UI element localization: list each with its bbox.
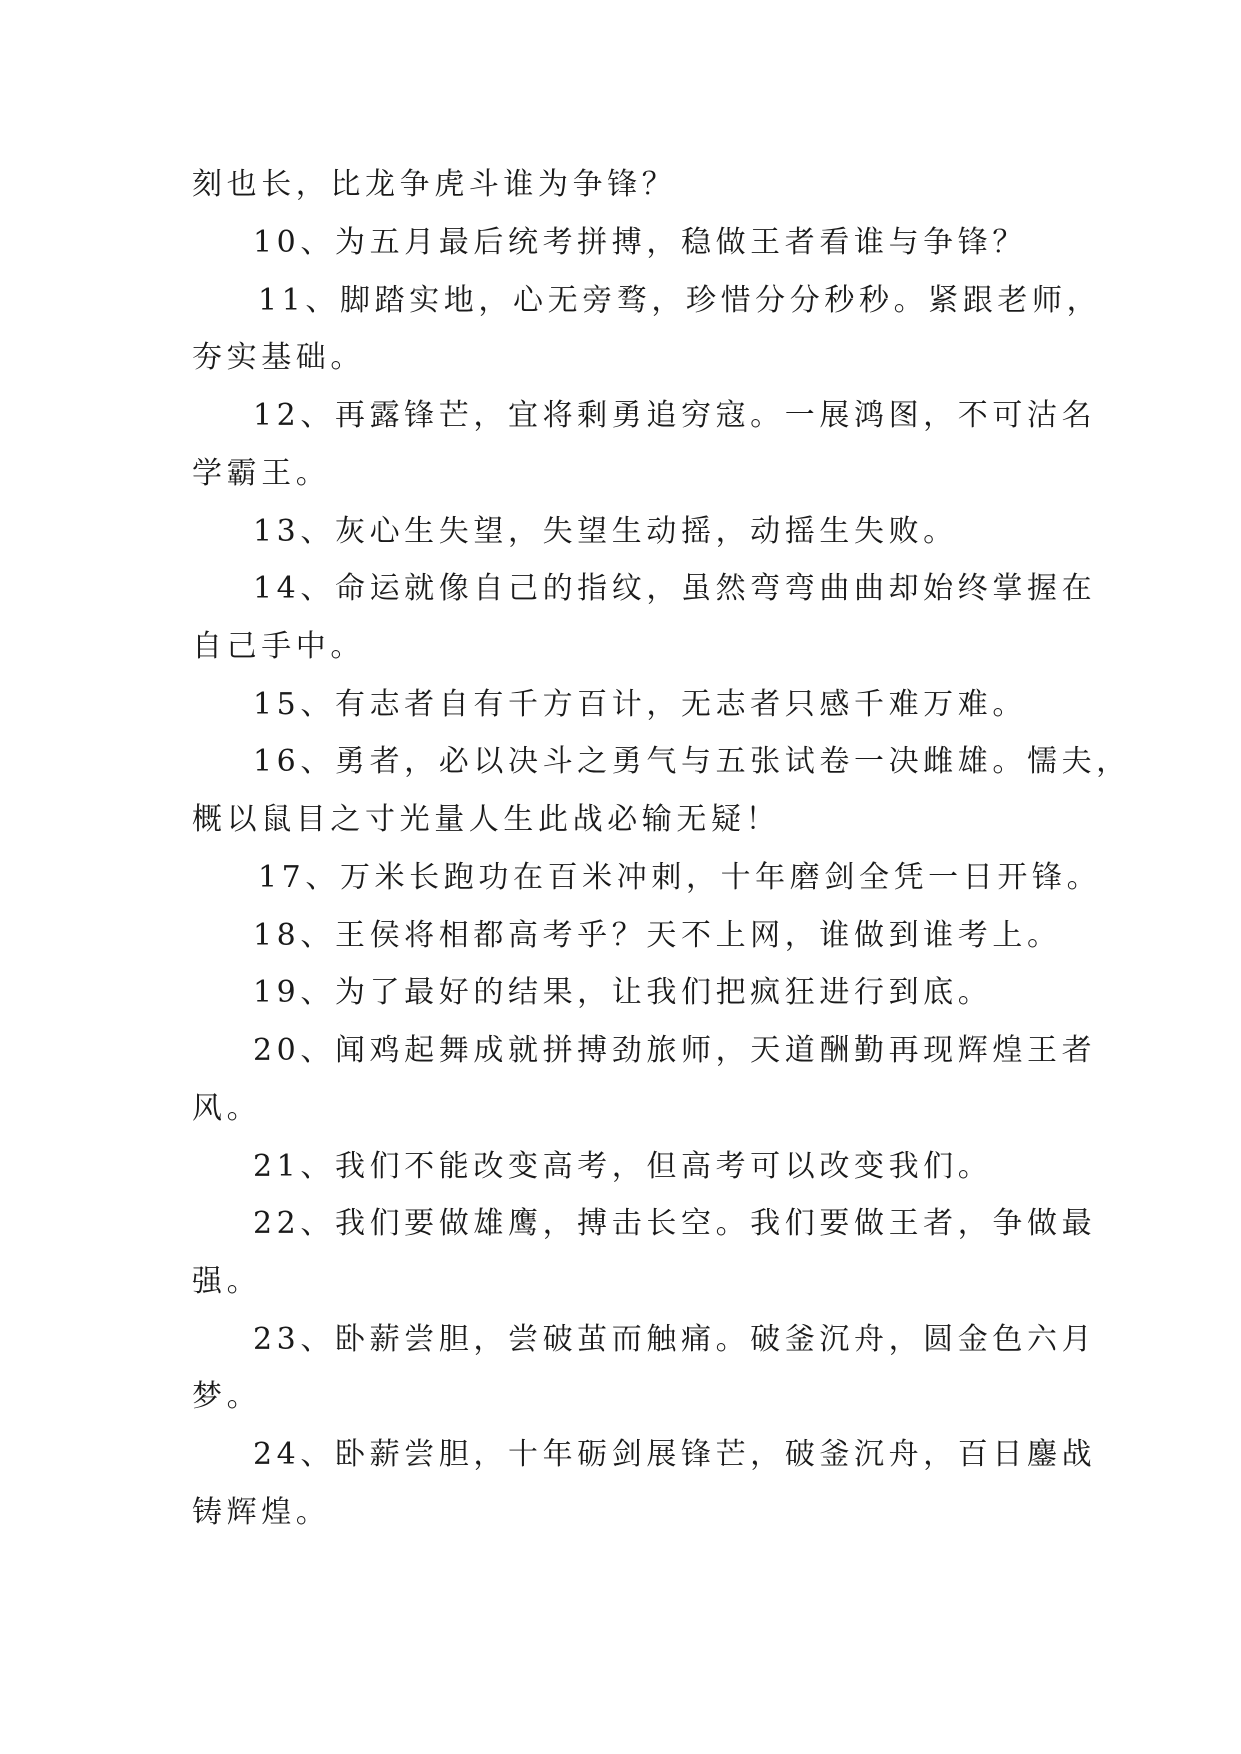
- text-line: 概以鼠目之寸光量人生此战必输无疑！: [192, 802, 781, 837]
- text-line: 刻也长，比龙争虎斗谁为争锋？: [192, 167, 677, 202]
- text-line: 13、灰心生失望，失望生动摇，动摇生失败。: [253, 514, 958, 549]
- text-line: 18、王侯将相都高考乎？天不上网，谁做到谁考上。: [253, 918, 1062, 953]
- text-line: 铸辉煌。: [192, 1495, 331, 1530]
- text-line: 16、勇者，必以决斗之勇气与五张试卷一决雌雄。懦夫，: [253, 744, 1131, 779]
- text-line: 梦。: [192, 1379, 262, 1414]
- text-line: 14、命运就像自己的指纹，虽然弯弯曲曲却始终掌握在: [253, 571, 1097, 606]
- text-line: 22、我们要做雄鹰，搏击长空。我们要做王者，争做最: [253, 1206, 1097, 1241]
- text-line: 20、闻鸡起舞成就拼搏劲旅师，天道酬勤再现辉煌王者: [253, 1033, 1097, 1068]
- text-line: 强。: [192, 1264, 262, 1299]
- text-line: 11、脚踏实地，心无旁骛，珍惜分分秒秒。紧跟老师，: [258, 283, 1102, 318]
- text-line: 自己手中。: [192, 629, 365, 664]
- text-line: 23、卧薪尝胆，尝破茧而触痛。破釜沉舟，圆金色六月: [253, 1322, 1097, 1357]
- text-line: 24、卧薪尝胆，十年砺剑展锋芒，破釜沉舟，百日鏖战: [253, 1437, 1097, 1472]
- text-line: 学霸王。: [192, 456, 331, 491]
- text-line: 21、我们不能改变高考，但高考可以改变我们。: [253, 1149, 993, 1184]
- text-line: 夯实基础。: [192, 340, 365, 375]
- text-line: 19、为了最好的结果，让我们把疯狂进行到底。: [253, 975, 993, 1010]
- text-line: 10、为五月最后统考拼搏，稳做王者看谁与争锋？: [253, 225, 1027, 260]
- text-line: 12、再露锋芒，宜将剩勇追穷寇。一展鸿图，不可沽名: [253, 398, 1097, 433]
- text-line: 风。: [192, 1091, 262, 1126]
- text-line: 15、有志者自有千方百计，无志者只感千难万难。: [253, 687, 1027, 722]
- text-line: 17、万米长跑功在百米冲刺，十年磨剑全凭一日开锋。: [258, 860, 1102, 895]
